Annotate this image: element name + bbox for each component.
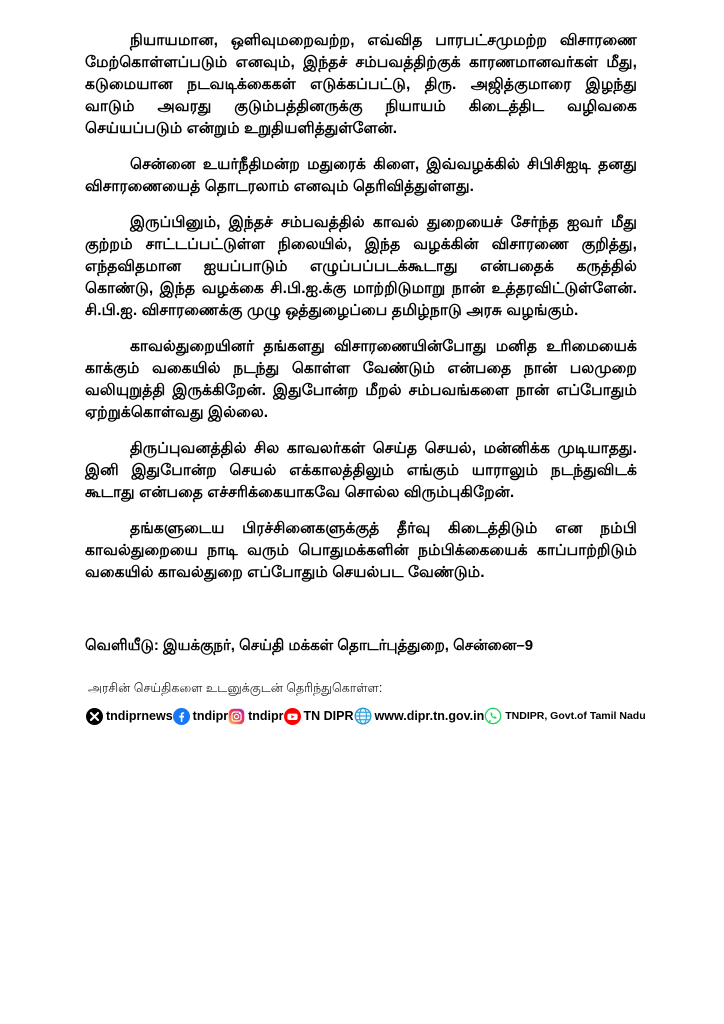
social-link-whatsapp[interactable] [484, 707, 645, 725]
paragraph-2: சென்னை உயர்நீதிமன்ற மதுரைக் கிளை, இவ்வழக்கில் சிபிசிஐடி தனது விசாரணையைத் தொடரலாம் எனவும் தெரிவித்துள்ளது. [85, 156, 637, 195]
social-link-facebook[interactable] [173, 708, 228, 725]
social-handle: tndipr [192, 709, 229, 723]
instagram-icon [228, 708, 245, 725]
whatsapp-icon [484, 707, 502, 725]
social-handle: www.dipr.tn.gov.in [374, 709, 485, 723]
paragraph-3: இருப்பினும், இந்தச் சம்பவத்தில் காவல் துறையைச் சேர்ந்த ஐவர் மீது குற்றம் சாட்டப்பட்டுள்ள நிலையில், இந்த வழக்கின் விசாரணை குறித்து, எந்தவிதமான ஐயப்பாடும் எழுப்பப்படக்கூடாது என்பதைக் கருத்தில் கொண்டு, இந்த வழக்கை சி.பி.ஐ.க்கு மாற்றிடுமாறு நான் உத்தரவிட்டுள்ளேன். சி.பி.ஐ. விசாரணைக்கு முழு ஒத்துழைப்பை தமிழ்நாடு அரசு வழங்கும். [85, 214, 637, 319]
social-link-instagram[interactable] [228, 708, 283, 725]
social-link-x-twitter[interactable] [86, 708, 173, 725]
social-handle: tndiprnews [106, 709, 173, 723]
social-link-youtube[interactable] [284, 708, 354, 725]
paragraph-1: நியாயமான, ஒளிவுமறைவற்ற, எவ்வித பாரபட்சமுமற்ற விசாரணை மேற்கொள்ளப்படும் எனவும், இந்தச் சம்பவத்திற்குக் காரணமானவர்கள் மீது, கடுமையான நடவடிக்கைகள் எடுக்கப்பட்டு, திரு. அஜித்குமாரை இழந்து வாடும் அவரது குடும்பத்தினருக்கு நியாயம் கிடைத்திட வழிவகை செய்யப்படும் என்றும் உறுதியளித்துள்ளேன். [85, 32, 637, 137]
facebook-icon [173, 708, 190, 725]
social-link-website[interactable] [354, 707, 485, 725]
paragraph-4: காவல்துறையினர் தங்களது விசாரணையின்போது மனித உரிமையைக் காக்கும் வகையில் நடந்து கொள்ள வேண்டும் என்பதை நான் பலமுறை வலியுறுத்தி இருக்கிறேன். இதுபோன்ற மீறல் சம்பவங்களை நான் எப்போதும் ஏற்றுக்கொள்வது இல்லை. [85, 338, 637, 421]
social-intro: அரசின் செய்திகளை உடனுக்குடன் தெரிந்துகொள்ள: [88, 681, 383, 695]
social-handle: TNDIPR, Govt.of Tamil Nadu [505, 710, 646, 722]
social-links-row [86, 707, 646, 725]
social-handle: tndipr [248, 709, 284, 723]
publisher-line: வெளியீடு: இயக்குநர், செய்தி மக்கள் தொடர்புத்துறை, சென்னை–9 [85, 637, 534, 654]
paragraph-6: தங்களுடைய பிரச்சினைகளுக்குத் தீர்வு கிடைத்திடும் என நம்பி காவல்துறையை நாடி வரும் பொதுமக்களின் நம்பிக்கையைக் காப்பாற்றிடும் வகையில் காவல்துறை எப்போதும் செயல்பட வேண்டும். [85, 520, 637, 581]
social-handle: TN DIPR [303, 709, 354, 723]
x-icon [86, 708, 103, 725]
paragraph-5: திருப்புவனத்தில் சில காவலர்கள் செய்த செயல், மன்னிக்க முடியாதது. இனி இதுபோன்ற செயல் எக்காலத்திலும் எங்கும் யாராலும் நடந்துவிடக் கூடாது என்பதை எச்சரிக்கையாகவே சொல்ல விரும்புகிறேன். [85, 440, 637, 501]
youtube-icon [284, 708, 301, 725]
globe-icon [354, 707, 372, 725]
